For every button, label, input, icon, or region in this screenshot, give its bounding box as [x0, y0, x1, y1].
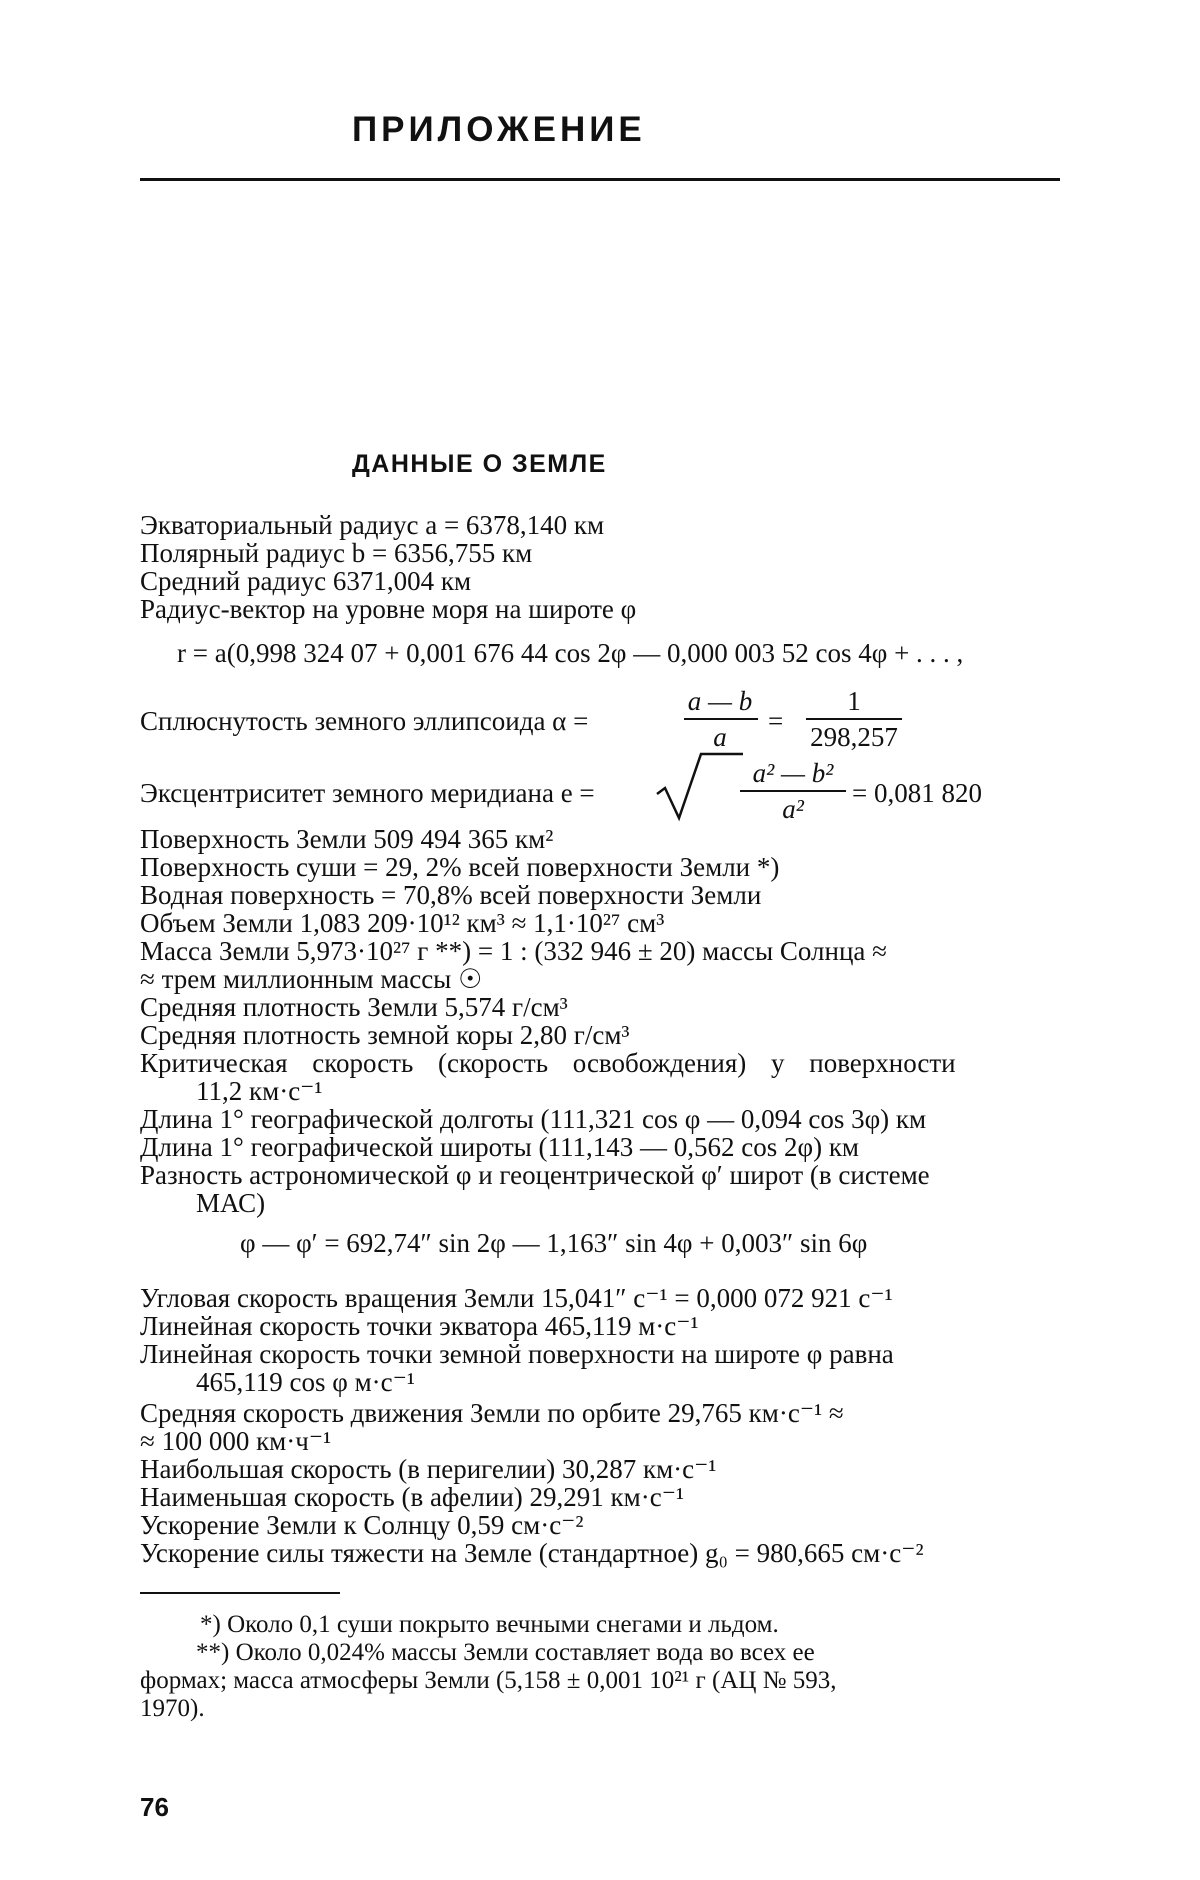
degree-latitude-line: Длина 1° географической широты (111,143 — 0,562 cos 2φ) км: [140, 1132, 860, 1162]
latitude-difference-line-1: Разность астрономической φ и геоцентрической φ′ широт (в системе: [140, 1160, 930, 1190]
equatorial-radius-line: Экваториальный радиус a = 6378,140 км: [140, 510, 605, 540]
crust-density-line: Средняя плотность земной коры 2,80 г/см³: [140, 1020, 630, 1050]
footnote-2-line-2: формах; масса атмосферы Земли (5,158 ± 0,001 10²¹ г (АЦ № 593,: [140, 1667, 837, 1694]
density-line: Средняя плотность Земли 5,574 г/см³: [140, 992, 568, 1022]
eccentricity-label: Эксцентриситет земного меридиана e =: [140, 778, 595, 808]
mean-radius-line: Средний радиус 6371,004 км: [140, 566, 472, 596]
flattening-denominator-2: 298,257: [810, 722, 898, 752]
land-line: Поверхность суши = 29, 2% всей поверхности Земли *): [140, 852, 780, 882]
degree-longitude-line: Длина 1° географической долготы (111,321 cos φ — 0,094 cos 3φ) км: [140, 1104, 927, 1134]
escape-velocity-line-1: Критическая скорость (скорость освобождения) у поверхности: [140, 1048, 956, 1078]
radius-formula: r = a(0,998 324 07 + 0,001 676 44 cos 2φ — 0,000 003 52 cos 4φ + . . . ,: [177, 638, 964, 668]
footnote-rule: [140, 1592, 340, 1594]
flattening-bar-2: [806, 718, 902, 720]
volume-line: Объем Земли 1,083 209·10¹² км³ ≈ 1,1·10²⁷ см³: [140, 908, 665, 938]
linear-velocity-latitude-line-1: Линейная скорость точки земной поверхности на широте φ равна: [140, 1339, 894, 1369]
water-line: Водная поверхность = 70,8% всей поверхности Земли: [140, 880, 762, 910]
flattening-bar-1: [684, 718, 758, 720]
radius-vector-line: Радиус-вектор на уровне моря на широте φ: [140, 594, 637, 624]
page-header-title: ПРИЛОЖЕНИЕ: [352, 110, 646, 149]
angular-velocity-line: Угловая скорость вращения Земли 15,041″ с⁻¹ = 0,000 072 921 с⁻¹: [140, 1283, 893, 1313]
header-rule: [140, 178, 1060, 181]
flattening-numerator-2: 1: [847, 686, 861, 716]
sun-acceleration-line: Ускорение Земли к Солнцу 0,59 см·с⁻²: [140, 1510, 584, 1540]
orbital-velocity-line-2: ≈ 100 000 км·ч⁻¹: [140, 1426, 332, 1456]
perihelion-velocity-line: Наибольшая скорость (в перигелии) 30,287 км·с⁻¹: [140, 1454, 717, 1484]
polar-radius-line: Полярный радиус b = 6356,755 км: [140, 538, 533, 568]
escape-velocity-line-2: 11,2 км·с⁻¹: [196, 1076, 323, 1106]
eccentricity-denominator: a²: [782, 794, 804, 824]
linear-velocity-latitude-line-2: 465,119 cos φ м·с⁻¹: [196, 1367, 415, 1397]
mass-line-2: ≈ трем миллионным массы ☉: [140, 964, 483, 994]
eccentricity-result: = 0,081 820: [852, 778, 982, 808]
flattening-numerator-1: a — b: [687, 686, 753, 716]
orbital-velocity-line-1: Средняя скорость движения Земли по орбите 29,765 км·с⁻¹ ≈: [140, 1398, 844, 1428]
mass-text-1: Масса Земли 5,973·10²⁷ г **) = 1 : (332 946 ± 20) массы Солнца ≈: [140, 936, 887, 966]
section-title: ДАННЫЕ О ЗЕМЛЕ: [352, 450, 607, 478]
square-root-sign-icon: [655, 752, 745, 822]
eccentricity-numerator: a² — b²: [752, 758, 834, 788]
footnote-2-line-1: **) Около 0,024% массы Земли составляет вода во всех ее: [196, 1639, 815, 1666]
page-number: 76: [140, 1792, 169, 1822]
linear-velocity-line: Линейная скорость точки экватора 465,119 м·с⁻¹: [140, 1311, 699, 1341]
latitude-difference-formula: φ — φ′ = 692,74″ sin 2φ — 1,163″ sin 4φ + 0,003″ sin 6φ: [240, 1228, 868, 1258]
footnote-1: *) Около 0,1 суши покрыто вечными снегами и льдом.: [200, 1611, 779, 1638]
surface-line: Поверхность Земли 509 494 365 км²: [140, 824, 554, 854]
aphelion-velocity-line: Наименьшая скорость (в афелии) 29,291 км·с⁻¹: [140, 1482, 685, 1512]
eccentricity-bar: [740, 790, 846, 792]
footnote-2-line-3: 1970).: [140, 1695, 205, 1722]
gravity-line: Ускорение силы тяжести на Земле (стандартное) g₀ = 980,665 см·с⁻²: [140, 1538, 924, 1568]
mass-line-1: [140, 938, 1060, 965]
flattening-equals: =: [768, 706, 784, 736]
flattening-label: Сплюснутость земного эллипсоида α =: [140, 706, 589, 736]
latitude-difference-line-2: МАС): [196, 1188, 266, 1218]
flattening-denominator-1: a: [713, 722, 727, 752]
